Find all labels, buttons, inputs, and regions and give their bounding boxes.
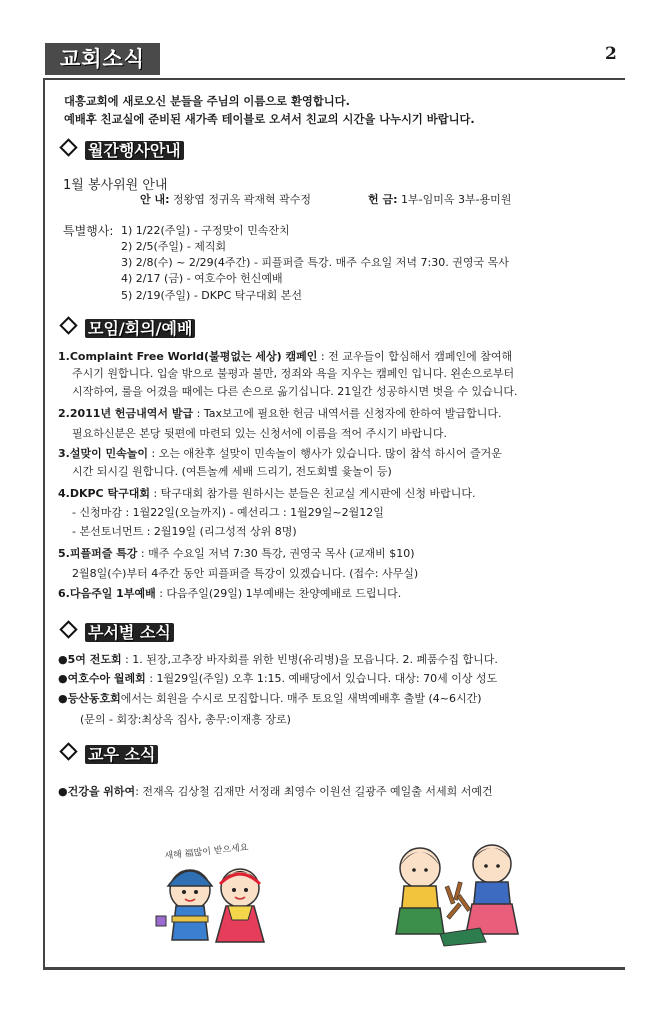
meeting-line: - 본선토너먼트 : 2월19일 (리그성적 상위 8명) bbox=[72, 525, 297, 538]
bottom-rule bbox=[43, 967, 625, 970]
guide-names: 정왕엽 정귀옥 곽재혁 곽수정 bbox=[172, 193, 311, 206]
department-line: ●5여 전도회 : 1. 된장,고추장 바자회를 위한 빈병(유리병)을 모읍니다. 2. 폐품수집 합니다. bbox=[58, 653, 498, 666]
meeting-line: 4.DKPC 탁구대회 : 탁구대회 참가를 원하시는 분들은 친교실 게시판에 신청 바랍니다. bbox=[58, 487, 476, 500]
intro-line-2: 예배후 친교실에 준비된 새가족 테이블로 오셔서 친교의 시간을 나누시기 바랍니다. bbox=[64, 113, 475, 126]
guide-label: 안 내: bbox=[140, 193, 170, 206]
section-departments-heading bbox=[59, 620, 174, 643]
meeting-line: 2월8일(수)부터 4주간 동안 피플퍼즐 특강이 있겠습니다. (접수: 사무실) bbox=[72, 567, 419, 580]
diamond-icon bbox=[59, 138, 77, 156]
event-item: 4) 2/17 (금) - 여호수아 헌신예배 bbox=[121, 272, 283, 285]
meeting-line: 시작하여, 룰을 어겼을 때에는 다른 손으로 옮기십니다. 21일간 성공하시면 벗을 수 있습니다. bbox=[72, 385, 518, 398]
yut-game-illustration bbox=[390, 838, 525, 948]
meeting-line: 시간 되시길 원합니다. (여튼놀께 세배 드리기, 전도회별 윷놀이 등) bbox=[72, 465, 392, 478]
volunteer-guide bbox=[140, 191, 311, 207]
section-members-heading bbox=[59, 742, 158, 765]
meeting-line: - 신청마감 : 1월22일(오늘까지) - 예선리그 : 1월29일~2월12일 bbox=[72, 506, 384, 519]
event-item: 5) 2/19(주일) - DKPC 탁구대회 본선 bbox=[121, 289, 303, 302]
offering-label: 헌 금: bbox=[368, 193, 398, 206]
meeting-line: 2.2011년 헌금내역서 발급 : Tax보고에 필요한 헌금 내역서를 신청자에 한하여 발급합니다. bbox=[58, 407, 502, 420]
section-meetings-heading bbox=[59, 316, 195, 339]
volunteer-title: 1월 봉사위원 안내 bbox=[63, 178, 168, 193]
department-line: (문의 - 회장:최상옥 집사, 총무:이재흥 장로) bbox=[80, 713, 291, 726]
meeting-line: 주시기 원합니다. 입술 밖으로 불평과 불만, 정죄와 욕을 지우는 캠페인 입니다. 왼손으로부터 bbox=[72, 367, 515, 380]
department-line: ●여호수아 월례회 : 1월29일(주일) 오후 1:15. 예배당에서 있습니다. 대상: 70세 이상 성도 bbox=[58, 672, 498, 685]
section-title: 모임/회의/예배 bbox=[85, 319, 195, 338]
page-number: 2 bbox=[605, 44, 617, 64]
new-year-children-illustration bbox=[150, 828, 280, 953]
diamond-icon bbox=[59, 316, 77, 334]
event-item: 2) 2/5(주일) - 제직회 bbox=[121, 240, 227, 253]
section-title: 부서별 소식 bbox=[85, 623, 174, 642]
event-item: 3) 2/8(수) ~ 2/29(4주간) - 피플퍼즐 특강. 매주 수요일 저녁 7:30. 권영국 목사 bbox=[121, 256, 509, 269]
department-line: ●등산동호회에서는 회원을 수시로 모집합니다. 매주 토요일 새벽예배후 출발 (4~6시간) bbox=[58, 692, 482, 705]
intro-line-1: 대흥교회에 새로오신 분들을 주님의 이름으로 환영합니다. bbox=[64, 95, 350, 108]
members-health-line: ●건강을 위하여: 전재옥 김상철 김재만 서정래 최영수 이원선 길광주 예일출 서세희 서예건 bbox=[58, 785, 493, 798]
meeting-line: 필요하신분은 본당 뒷편에 마련되 있는 신청서에 이름을 적어 주시기 바랍니다. bbox=[72, 427, 447, 440]
greeting-text: 새해 福많이 받으세요 bbox=[164, 843, 250, 862]
section-monthly-heading bbox=[59, 138, 184, 161]
page-title: 교회소식 bbox=[45, 43, 160, 75]
offering-names: 1부-임미옥 3부-용미원 bbox=[400, 193, 512, 206]
meeting-line: 5.피플퍼즐 특강 : 매주 수요일 저녁 7:30 특강, 권영국 목사 (교재비 $10) bbox=[58, 547, 415, 560]
meeting-line: 3.설맞이 민속놀이 : 오는 애찬후 설맞이 민속놀이 행사가 있습니다. 많이 참석 하시어 즐거운 bbox=[58, 447, 502, 460]
meeting-line: 1.Complaint Free World(불평없는 세상) 캠페인 : 전 교우들이 합심해서 캠페인에 참여해 bbox=[58, 350, 513, 363]
section-title: 월간행사안내 bbox=[85, 141, 184, 160]
meeting-line: 6.다음주일 1부예배 : 다음주일(29일) 1부예배는 찬양예배로 드립니다. bbox=[58, 587, 402, 600]
section-title: 교우 소식 bbox=[85, 745, 158, 764]
diamond-icon bbox=[59, 620, 77, 638]
event-item: 1) 1/22(주일) - 구정맞이 민속잔치 bbox=[121, 224, 290, 237]
volunteer-offering bbox=[368, 191, 511, 207]
diamond-icon bbox=[59, 742, 77, 760]
special-events-label: 특별행사: bbox=[63, 224, 114, 238]
